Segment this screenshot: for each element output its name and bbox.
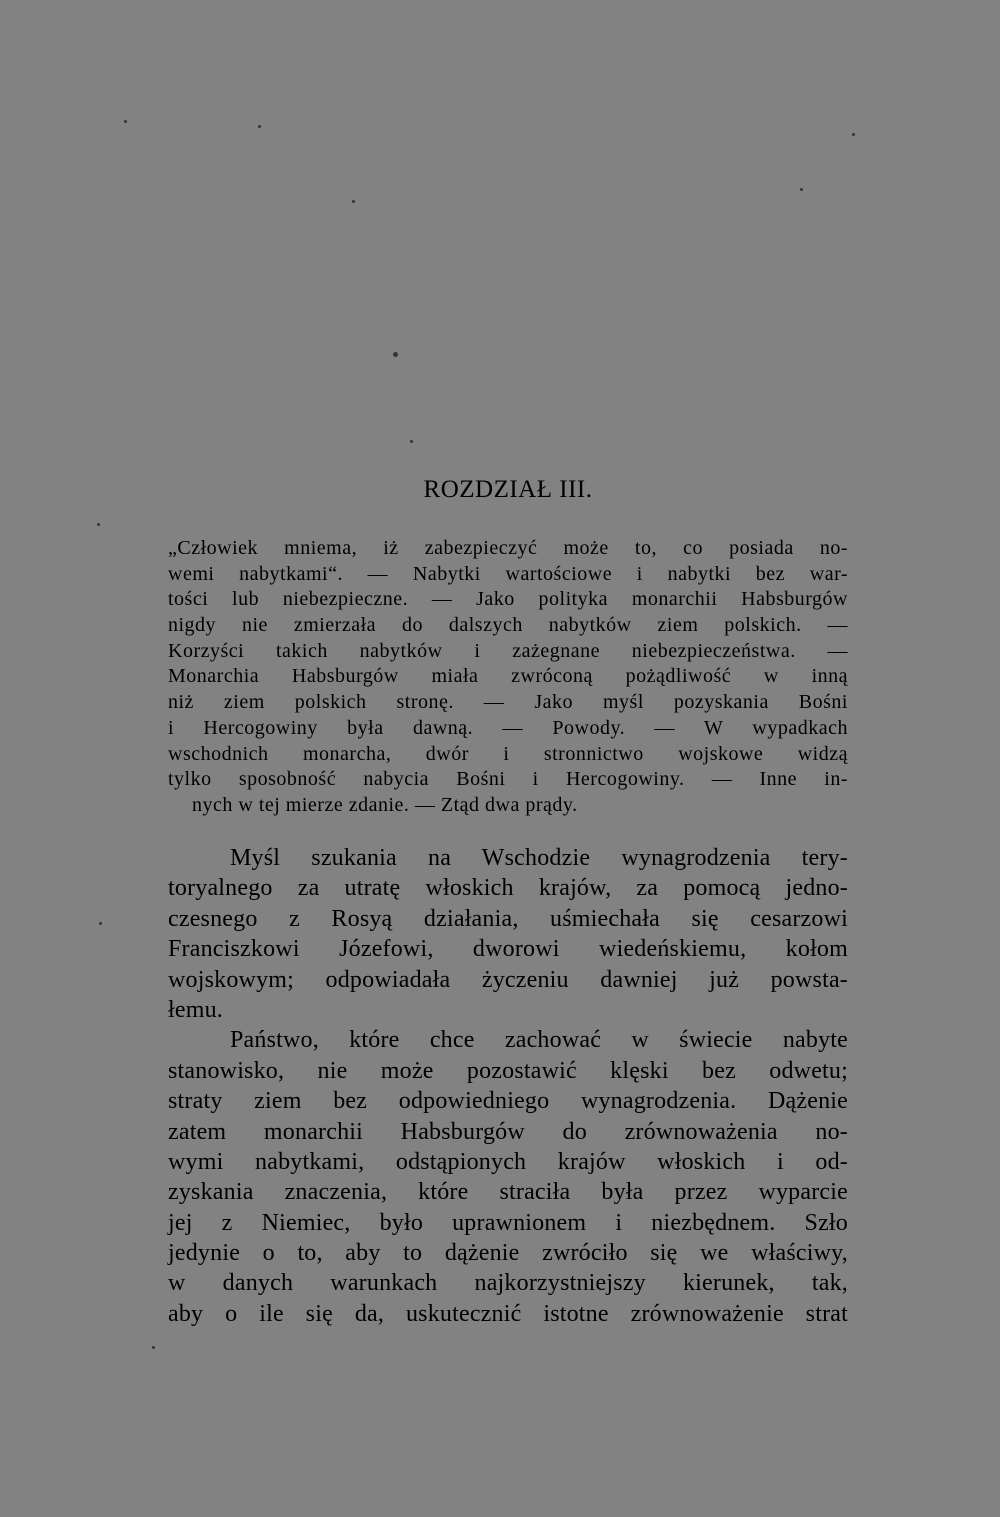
body-text [168,843,848,1329]
summary-line: wschodnich monarcha, dwór i stronnictwo wojskowe widzą [168,742,848,765]
chapter-title: ROZDZIAŁ III. [423,476,593,503]
scan-speck [852,133,855,136]
text-line: zatem monarchii Habsburgów do zrównoważenia no- [168,1118,848,1145]
text-line: łemu. [168,996,223,1023]
scan-speck [152,1346,155,1349]
text-line: Państwo, które chce zachować w świecie nabyte [230,1027,848,1054]
text-line: toryalnego za utratę włoskich krajów, za pomocą jedno- [168,875,848,902]
summary-line: wemi nabytkami“. — Nabytki wartościowe i nabytki bez war- [168,562,848,585]
summary-line: nigdy nie zmierzała do dalszych nabytków ziem polskich. — [168,614,848,637]
scan-speck [800,188,803,191]
scan-speck [99,922,102,925]
scan-speck [352,200,355,203]
scan-speck [410,440,413,443]
text-line: zyskania znaczenia, które straciła była przez wyparcie [168,1179,848,1206]
summary-line: nych w tej mierze zdanie. — Ztąd dwa prądy. [192,793,578,816]
scan-speck [258,125,261,128]
text-line: stanowisko, nie może pozostawić klęski bez odwetu; [168,1057,848,1084]
summary-line: „Człowiek mniema, iż zabezpieczyć może to, co posiada no- [168,537,848,559]
text-line: wymi nabytkami, odstąpionych krajów włoskich i od- [168,1148,848,1175]
summary-line: Korzyści takich nabytków i zażegnane niebezpieczeństwa. — [168,639,848,662]
paragraph-1 [168,843,848,1025]
text-line: Franciszkowi Józefowi, dworowi wiedeńskiemu, kołom [168,936,848,963]
scan-speck [393,352,398,357]
chapter-summary [168,536,848,819]
text-line: w danych warunkach najkorzystniejszy kierunek, tak, [168,1270,848,1297]
text-line: aby o ile się da, uskutecznić istotne zrównoważenie strat [168,1300,848,1327]
text-line: jej z Niemiec, było uprawnionem i niezbędnem. Szło [168,1209,848,1236]
text-line: jedynie o to, aby to dążenie zwróciło się we właściwy, [168,1240,848,1267]
summary-line: tylko sposobność nabycia Bośni i Hercogowiny. — Inne in- [168,768,848,791]
text-line: straty ziem bez odpowiedniego wynagrodzenia. Dążenie [168,1088,848,1115]
summary-line: Monarchia Habsburgów miała zwróconą pożądliwość w inną [168,665,848,688]
summary-line: tości lub niebezpieczne. — Jako polityka monarchii Habsburgów [168,588,848,611]
scan-speck [97,523,100,526]
summary-line: niż ziem polskich stronę. — Jako myśl pozyskania Bośni [168,691,848,714]
scan-speck [124,120,127,123]
summary-line: i Hercogowiny była dawną. — Powody. — W wypadkach [168,716,848,739]
paragraph-2 [168,1025,848,1329]
text-line: Myśl szukania na Wschodzie wynagrodzenia tery- [230,845,848,871]
text-line: wojskowym; odpowiadała życzeniu dawniej już powsta- [168,966,848,993]
text-line: czesnego z Rosyą działania, uśmiechała się cesarzowi [168,905,848,932]
